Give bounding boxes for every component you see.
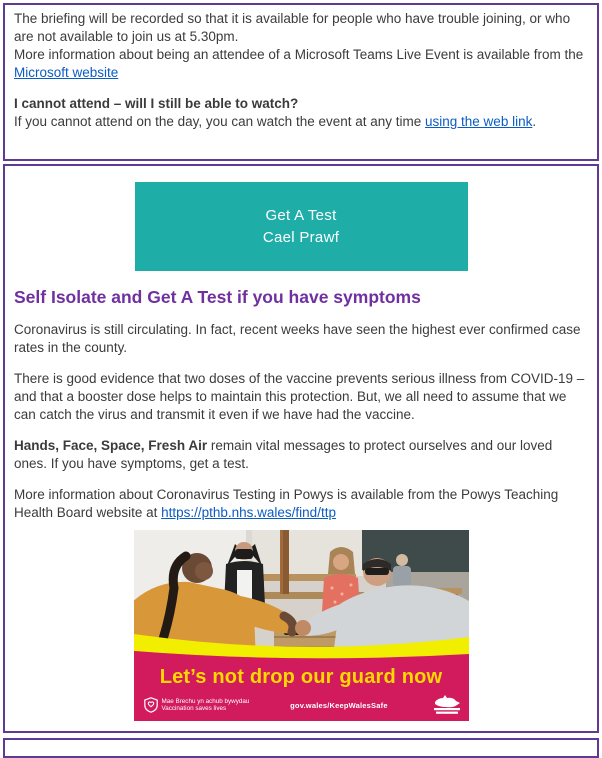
paragraph <box>14 437 588 473</box>
get-a-test-banner-link[interactable] <box>135 182 468 271</box>
paragraph <box>14 95 588 113</box>
get-a-test-banner-line-en: Get A Test <box>265 206 337 224</box>
paragraph <box>14 113 588 131</box>
vaccination-saves-lives-text: Mae Brechu yn achub bywydau Vaccination saves lives <box>161 697 250 712</box>
paragraph <box>14 486 588 522</box>
text-link[interactable]: https://pthb.nhs.wales/find/ttp <box>161 505 336 520</box>
get-a-test-banner-line-cy: Cael Prawf <box>262 228 340 246</box>
text-link[interactable]: Microsoft website <box>14 65 119 80</box>
body-text: Coronavirus is still circulating. In fact, recent weeks have seen the highest ever confirmed case rates in the county. <box>14 322 581 355</box>
body-text: remain vital messages to protect ourselves and our loved ones. If you have symptoms, get a test. <box>14 438 553 471</box>
briefing-paragraphs <box>14 10 588 131</box>
welsh-government-dragon-logo <box>431 693 463 717</box>
text-link[interactable]: using the web link <box>425 114 533 129</box>
get-a-test-section-box <box>3 164 599 733</box>
body-text: More information about being an attendee of a Microsoft Teams Live Event is available from the <box>14 47 584 62</box>
keep-wales-safe-banner <box>134 663 469 721</box>
paragraph <box>14 321 588 357</box>
bold-text: I cannot attend – will I still be able to watch? <box>14 96 299 111</box>
banner-headline: Let’s not drop our guard now <box>159 666 443 688</box>
banner-footer-row <box>144 693 463 717</box>
next-section-box <box>3 738 599 758</box>
bold-text: Hands, Face, Space, Fresh Air <box>14 438 208 453</box>
body-text: More information about Coronavirus Testing in Powys is available from the Powys Teaching Health Board website at <box>14 487 559 520</box>
body-text: If you cannot attend on the day, you can watch the event at any time <box>14 114 426 129</box>
section-paragraphs <box>14 321 588 522</box>
vaccination-shield-heart-icon <box>144 697 158 713</box>
section-heading: Self Isolate and Get A Test if you have symptoms <box>14 287 421 307</box>
paragraph <box>14 46 588 82</box>
body-text: The briefing will be recorded so that it is available for people who have trouble joining, or who are not available to join us at 5.30pm. <box>14 11 571 44</box>
gov-wales-url: gov.wales/KeepWalesSafe <box>290 700 388 710</box>
keep-wales-safe-promo-image[interactable] <box>134 530 469 721</box>
teams-briefing-info-box <box>3 3 599 161</box>
photo-umbrella-pole <box>280 530 289 594</box>
paragraph <box>14 370 588 424</box>
photo-illustration <box>134 530 469 663</box>
body-text: . <box>532 114 537 129</box>
paragraph <box>14 10 588 46</box>
body-text: There is good evidence that two doses of the vaccine prevents serious illness from COVID-19 – and that a booster dose helps to maintain this protection. But, we all need to assume that we can catch the virus and transmit it even if we have had the vaccine. <box>14 371 585 422</box>
